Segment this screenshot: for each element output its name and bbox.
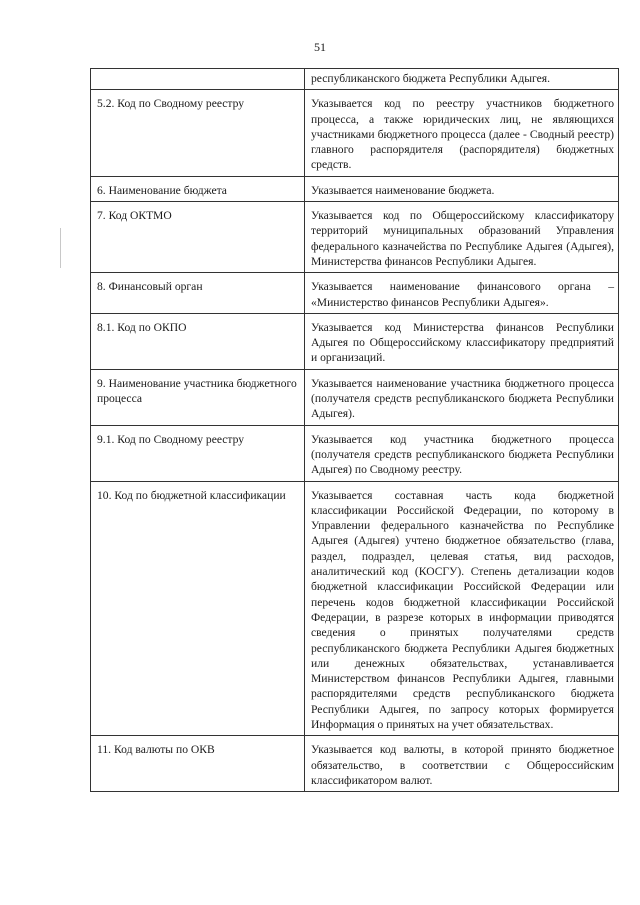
row-label: 6. Наименование бюджета (91, 176, 305, 201)
row-description: Указывается код валюты, в которой принято бюджетное обязательство, в соответствии с Общероссийским классификатором валют. (305, 736, 619, 792)
requisites-table (90, 68, 619, 792)
row-description: Указывается код по реестру участников бюджетного процесса, а также юридических лиц, не являющихся участниками бюджетного процесса (далее - Сводный реестр) главного распорядителя (распорядителя) бюджетных средств. (305, 90, 619, 176)
row-description: Указывается код по Общероссийскому классификатору территорий муниципальных образований Управления федерального казначейства по Республике Адыгея (Адыгея), Министерства финансов Республики Адыгея. (305, 202, 619, 273)
row-label: 7. Код ОКТМО (91, 202, 305, 273)
row-description: Указывается код участника бюджетного процесса (получателя средств республиканского бюджета Республики Адыгея) по Сводному реестру. (305, 425, 619, 481)
row-description: Указывается наименование финансового органа – «Министерство финансов Республики Адыгея». (305, 273, 619, 314)
row-label: 11. Код валюты по ОКВ (91, 736, 305, 792)
table-row (91, 425, 619, 481)
row-description: Указывается наименование участника бюджетного процесса (получателя средств республиканского бюджета Республики Адыгея). (305, 369, 619, 425)
row-label (91, 69, 305, 90)
table-row (91, 202, 619, 273)
left-margin-mark (60, 228, 61, 268)
table-row (91, 176, 619, 201)
table-row (91, 273, 619, 314)
row-description: Указывается код Министерства финансов Республики Адыгея по Общероссийскому классификатору предприятий и организаций. (305, 313, 619, 369)
row-label: 5.2. Код по Сводному реестру (91, 90, 305, 176)
table-row (91, 736, 619, 792)
row-description: республиканского бюджета Республики Адыгея. (305, 69, 619, 90)
row-description: Указывается составная часть кода бюджетной классификации Российской Федерации, по которому в Управлении федерального казначейства по Республике Адыгея (Адыгея) учтено бюджетное обязательство (глава, раздел, подраздел, целевая статья, вид расходов, аналитический код (КОСГУ). Степень детализации кодов бюджетной классификации Российской Федерации или перечень кодов бюджетной классификации Российской Федерации, в разрезе которых в информации приводятся сведения о принятых получателями средств республиканского бюджета Республики Адыгея бюджетных или денежных обязательствах, устанавливается Министерством финансов Республики Адыгея, главными распорядителями средств республиканского бюджета Республики Адыгея, по запросу которых формируется Информация о принятых на учет обязательствах. (305, 481, 619, 736)
row-description: Указывается наименование бюджета. (305, 176, 619, 201)
table-row (91, 369, 619, 425)
table-row (91, 313, 619, 369)
table-row (91, 90, 619, 176)
row-label: 8.1. Код по ОКПО (91, 313, 305, 369)
row-label: 8. Финансовый орган (91, 273, 305, 314)
row-label: 9.1. Код по Сводному реестру (91, 425, 305, 481)
row-label: 10. Код по бюджетной классификации (91, 481, 305, 736)
table-row (91, 481, 619, 736)
page-number: 51 (314, 40, 326, 54)
row-label: 9. Наименование участника бюджетного процесса (91, 369, 305, 425)
table-row (91, 69, 619, 90)
